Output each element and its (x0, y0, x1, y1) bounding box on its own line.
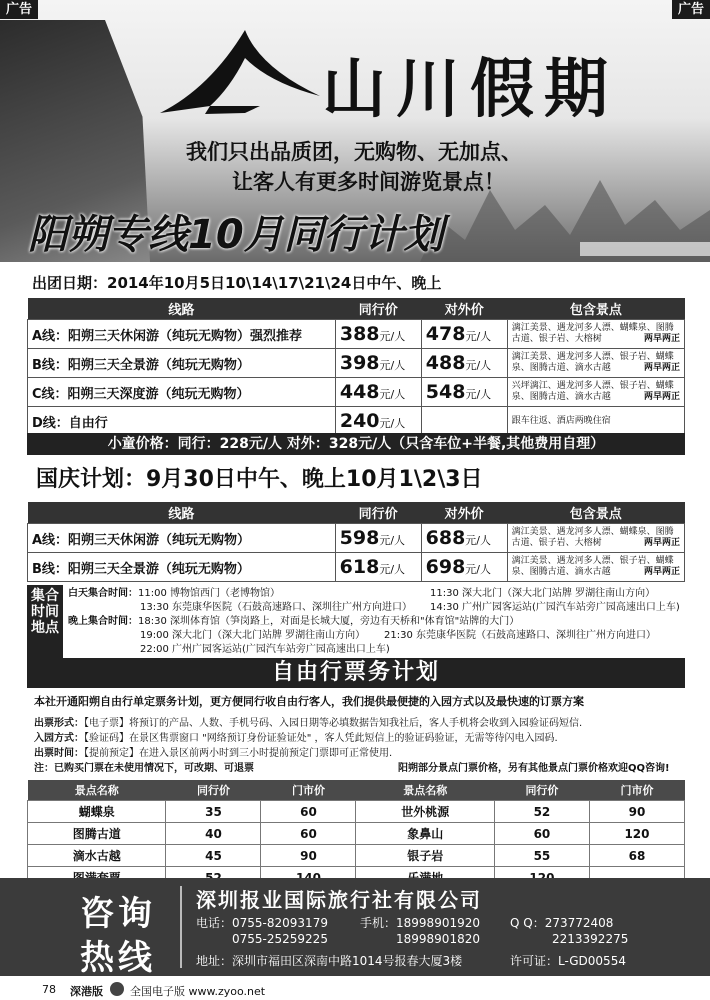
gathering-line: 14:30 广州广园客运站(广园汽车站旁广园高速出口上车) (430, 602, 680, 613)
table-row (28, 320, 685, 349)
website: 全国电子版 www.zyoo.net (130, 985, 266, 998)
peer-price: 45 (166, 845, 261, 867)
included-spots: 漓江美景、遇龙河多人漂、蝴蝶泉、图腾古道、银子岩、大榕树 两早两正 (507, 320, 684, 349)
national-day-table (27, 502, 685, 582)
header-spots: 包含景点 (507, 502, 684, 524)
header-spot-name: 景点名称 (28, 780, 166, 801)
table-row (28, 407, 685, 436)
child-price-bar: 小童价格：同行：228元/人 对外：328元/人（只含车位+半餐,其他费用自理） (27, 433, 685, 455)
gathering-side-label: 集合时间地点 (27, 585, 63, 658)
route-price-table (27, 298, 685, 436)
qq-line-1: Q Q：273772408 (510, 916, 614, 930)
gate-price: 90 (589, 801, 684, 823)
route-name: B线：阳朔三天全景游（纯玩无购物） (28, 349, 336, 378)
table-row (28, 823, 685, 845)
ticket-note: 注：已购买门票在未使用情况下，可改期、可退票 (34, 763, 254, 774)
retail-price: 698元/人 (421, 553, 507, 582)
header-route: 线路 (28, 502, 336, 524)
ad-tag-left: 广告 (0, 0, 38, 19)
route-name: A线：阳朔三天休闲游（纯玩无购物）强烈推荐 (28, 320, 336, 349)
peer-price: 598元/人 (335, 524, 421, 553)
license: 许可证：L-GD00554 (510, 954, 626, 968)
mobile-line-2: 18998901820 (396, 932, 480, 946)
page-number: 78 (42, 983, 56, 996)
header-peer-price: 同行价 (494, 780, 589, 801)
peer-price: 55 (494, 845, 589, 867)
route-name: C线：阳朔三天深度游（纯玩无购物） (28, 378, 336, 407)
gate-price: 60 (261, 823, 356, 845)
peer-price: 240元/人 (335, 407, 421, 436)
gate-price: 90 (261, 845, 356, 867)
header-retail-price: 对外价 (421, 298, 507, 320)
header-gate-price: 门市价 (261, 780, 356, 801)
peer-price: 35 (166, 801, 261, 823)
slogan-line-1: 我们只出品质团，无购物、无加点、 (186, 140, 522, 164)
included-spots: 跟车往返、酒店两晚住宿 (507, 407, 684, 436)
edition-logo-icon (110, 982, 124, 996)
brand-logo-text: 山川假期 (322, 52, 618, 127)
spot-name: 蝴蝶泉 (28, 801, 166, 823)
divider (180, 886, 182, 968)
table-row (28, 349, 685, 378)
ticket-intro: 本社开通阳朔自由行单定票务计划，更方便同行收自由行客人，我们提供最便捷的入园方式以及最快速的订票方案 (34, 695, 584, 708)
retail-price (421, 407, 507, 436)
ticket-info-line: 出票形式：【电子票】将预订的产品、人数、手机号码、入园日期等必填数据告知我社后，客人手机将会收到入园验证码短信. (34, 718, 583, 729)
header-peer-price: 同行价 (166, 780, 261, 801)
slogan-line-2: 让客人有更多时间游览景点！ (232, 170, 505, 194)
retail-price: 478元/人 (421, 320, 507, 349)
route-name: A线：阳朔三天休闲游（纯玩无购物） (28, 524, 336, 553)
gate-price: 60 (261, 801, 356, 823)
spot-name: 象鼻山 (356, 823, 494, 845)
gathering-line: 22:00 广州广园客运站(广园汽车站旁广园高速出口上车) (140, 644, 390, 655)
route-name: B线：阳朔三天全景游（纯玩无购物） (28, 553, 336, 582)
retail-price: 688元/人 (421, 524, 507, 553)
ticket-price-table (27, 780, 685, 889)
ticket-plan-title: 自由行票务计划 (27, 658, 685, 688)
peer-price: 618元/人 (335, 553, 421, 582)
table-row (28, 845, 685, 867)
sail-logo-icon (150, 28, 325, 118)
peer-price: 40 (166, 823, 261, 845)
header-peer-price: 同行价 (335, 502, 421, 524)
hotline-label: 热线 (80, 938, 156, 978)
qq-line-2: 2213392275 (552, 932, 629, 946)
table-header (28, 502, 685, 524)
gate-price: 120 (589, 823, 684, 845)
gathering-line: 19:00 深大北门（深大北门站牌 罗湖往南山方向） (140, 630, 366, 641)
phone-line-1: 电话：0755-82093179 (196, 916, 328, 930)
header-spot-name: 景点名称 (356, 780, 494, 801)
edition: 深港版 (70, 985, 103, 998)
table-row (28, 524, 685, 553)
gate-price: 68 (589, 845, 684, 867)
ticket-note-right: 阳朔部分景点门票价格，另有其他景点门票价格欢迎QQ咨询! (398, 763, 670, 774)
peer-price: 60 (494, 823, 589, 845)
header-gate-price: 门市价 (589, 780, 684, 801)
gathering-line: 晚上集合时间：18:30 深圳体育馆（笋岗路上，对面是长城大厦，旁边有天桥和"体育馆"站牌的大门） (68, 616, 520, 627)
spot-name: 滴水古越 (28, 845, 166, 867)
page-footer (0, 980, 710, 1000)
header-spots: 包含景点 (507, 298, 684, 320)
table-header (28, 298, 685, 320)
peer-price: 388元/人 (335, 320, 421, 349)
spot-name: 图腾古道 (28, 823, 166, 845)
peer-price: 52 (494, 801, 589, 823)
national-day-title: 国庆计划：9月30日中午、晚上10月1\2\3日 (36, 467, 483, 492)
ticket-info-line: 出票时间：【提前预定】在进入景区前两小时到三小时提前预定门票即可正常使用. (34, 748, 393, 759)
included-spots: 漓江美景、遇龙河多人漂、蝴蝶泉、图腾古道、银子岩、大榕树 两早两正 (507, 524, 684, 553)
ticket-info-line: 入园方式：【验证码】在景区售票窗口 "网络预订身份证验证处" ，客人凭此短信上的验证码验证，无需等待闪电入园码. (34, 733, 558, 744)
peer-price: 448元/人 (335, 378, 421, 407)
retail-price: 548元/人 (421, 378, 507, 407)
table-row (28, 553, 685, 582)
header-peer-price: 同行价 (335, 298, 421, 320)
included-spots: 兴坪漓江、遇龙河多人漂、银子岩、蝴蝶泉、图腾古道、滴水古越 两早两正 (507, 378, 684, 407)
included-spots: 漓江美景、遇龙河多人漂、银子岩、蝴蝶泉、图腾古道、滴水古越 两早两正 (507, 349, 684, 378)
gathering-line: 21:30 东莞康华医院（石鼓高速路口、深圳往广州方向进口） (384, 630, 656, 641)
ad-tag-right: 广告 (672, 0, 710, 19)
table-header (28, 780, 685, 801)
departure-dates: 出团日期：2014年10月5日10\14\17\21\24日中午、晚上 (32, 274, 442, 292)
main-title: 阳朔专线10月同行计划 (28, 212, 444, 258)
table-row (28, 378, 685, 407)
company-name: 深圳报业国际旅行社有限公司 (196, 888, 482, 912)
phone-line-2: 0755-25259225 (232, 932, 328, 946)
route-name: D线：自由行 (28, 407, 336, 436)
spot-name: 银子岩 (356, 845, 494, 867)
spot-name: 世外桃源 (356, 801, 494, 823)
header-retail-price: 对外价 (421, 502, 507, 524)
table-row (28, 801, 685, 823)
address: 地址：深圳市福田区深南中路1014号报春大厦3楼 (196, 954, 463, 968)
contact-footer (0, 878, 710, 976)
peer-price: 398元/人 (335, 349, 421, 378)
header-route: 线路 (28, 298, 336, 320)
consult-label: 咨询 (80, 894, 156, 934)
retail-price: 488元/人 (421, 349, 507, 378)
gathering-line: 13:30 东莞康华医院（石鼓高速路口、深圳往广州方向进口） (140, 602, 412, 613)
gathering-line: 白天集合时间：11:00 博物馆西门（老博物馆） (68, 588, 280, 599)
mobile-line-1: 手机：18998901920 (360, 916, 480, 930)
gathering-line: 11:30 深大北门（深大北门站牌 罗湖往南山方向） (430, 588, 656, 599)
included-spots: 漓江美景、遇龙河多人漂、银子岩、蝴蝶泉、图腾古道、滴水古越 两早两正 (507, 553, 684, 582)
